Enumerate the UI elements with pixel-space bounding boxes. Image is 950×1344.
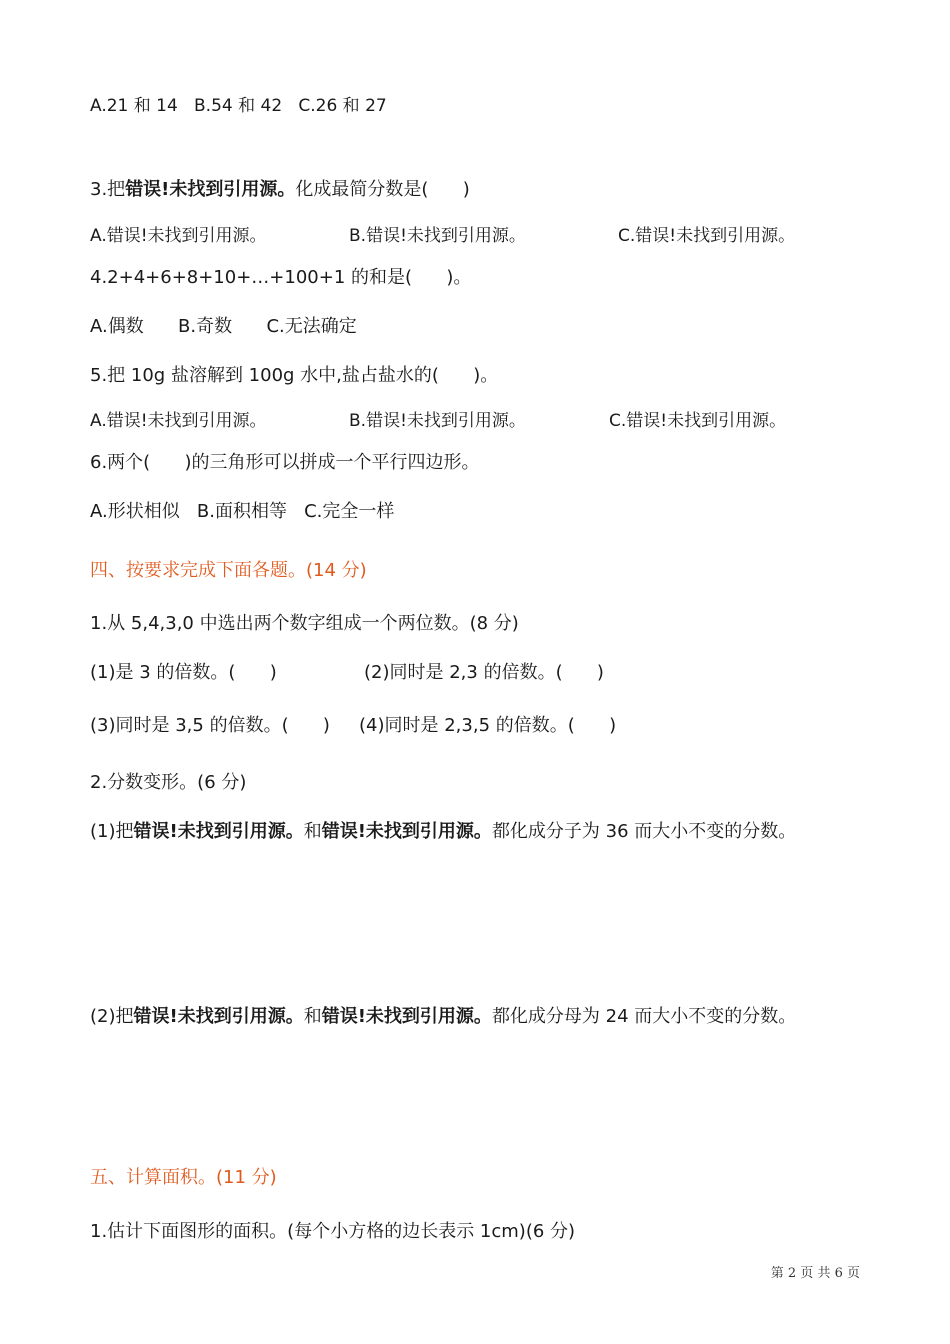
question-6: 6.两个( )的三角形可以拼成一个平行四边形。 <box>90 452 480 473</box>
s4-q2-p1-tail: 都化成分子为 36 而大小不变的分数。 <box>491 821 797 842</box>
q6-options: A.形状相似 B.面积相等 C.完全一样 <box>90 501 395 522</box>
s4-q2-p1-ref-error-2: 错误!未找到引用源。 <box>321 821 492 842</box>
q3-prefix: 3.把 <box>90 179 126 200</box>
s4-q1-part-2: (2)同时是 2,3 的倍数。( ) <box>364 662 604 683</box>
q3-option-b: B.错误!未找到引用源。 <box>349 226 526 246</box>
q3-ref-error: 错误!未找到引用源。 <box>125 179 296 200</box>
q3-option-a: A.错误!未找到引用源。 <box>90 226 267 246</box>
q5-option-c: C.错误!未找到引用源。 <box>609 411 787 431</box>
s4-q2-part-1 <box>90 820 796 844</box>
q2-options: A.21 和 14 B.54 和 42 C.26 和 27 <box>90 96 387 116</box>
q4-options: A.偶数 B.奇数 C.无法确定 <box>90 316 357 337</box>
page-footer: 第 2 页 共 6 页 <box>770 1266 860 1281</box>
s4-q2-p2-tail: 都化成分母为 24 而大小不变的分数。 <box>491 1006 797 1027</box>
section-4-heading: 四、按要求完成下面各题。(14 分) <box>90 560 367 581</box>
q5-option-a: A.错误!未找到引用源。 <box>90 411 267 431</box>
s4-q1-part-3: (3)同时是 3,5 的倍数。( ) <box>90 715 330 736</box>
q5-option-b: B.错误!未找到引用源。 <box>349 411 526 431</box>
question-4: 4.2+4+6+8+10+…+100+1 的和是( )。 <box>90 267 472 288</box>
s4-question-1: 1.从 5,4,3,0 中选出两个数字组成一个两位数。(8 分) <box>90 613 519 634</box>
s5-question-1: 1.估计下面图形的面积。(每个小方格的边长表示 1cm)(6 分) <box>90 1221 576 1242</box>
s4-q1-part-1: (1)是 3 的倍数。( ) <box>90 662 277 683</box>
s4-q2-p1-and: 和 <box>303 821 322 842</box>
s4-q2-p2-ref-error-2: 错误!未找到引用源。 <box>321 1006 492 1027</box>
q3-suffix: 化成最简分数是( ) <box>295 179 470 200</box>
s4-q1-part-4: (4)同时是 2,3,5 的倍数。( ) <box>359 715 617 736</box>
question-3 <box>90 178 470 202</box>
s4-question-2: 2.分数变形。(6 分) <box>90 772 247 793</box>
s4-q2-p1-ref-error-1: 错误!未找到引用源。 <box>133 821 304 842</box>
s4-q2-p2-prefix: (2)把 <box>90 1006 134 1027</box>
s4-q2-part-2 <box>90 1005 796 1029</box>
section-5-heading: 五、计算面积。(11 分) <box>90 1167 277 1188</box>
q3-option-c: C.错误!未找到引用源。 <box>618 226 796 246</box>
question-5: 5.把 10g 盐溶解到 100g 水中,盐占盐水的( )。 <box>90 365 499 386</box>
s4-q2-p2-ref-error-1: 错误!未找到引用源。 <box>133 1006 304 1027</box>
s4-q2-p1-prefix: (1)把 <box>90 821 134 842</box>
s4-q2-p2-and: 和 <box>303 1006 322 1027</box>
